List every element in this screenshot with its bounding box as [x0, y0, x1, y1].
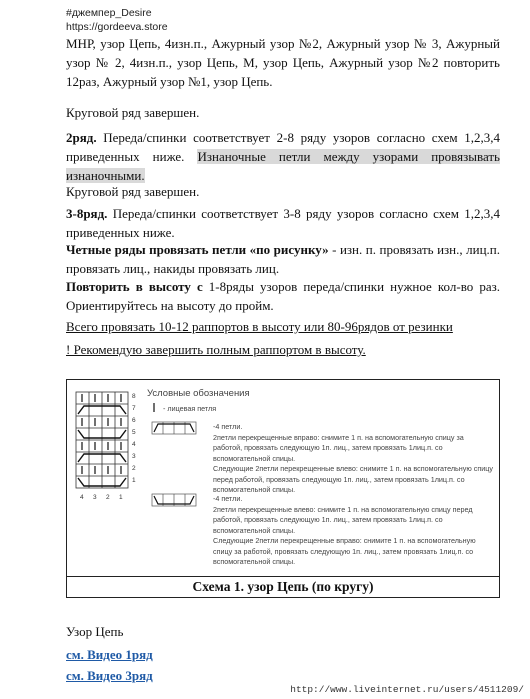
scheme-caption: Схема 1. узор Цепь (по кругу)	[66, 576, 500, 598]
paragraph-row-complete-2: Круговой ряд завершен.	[66, 184, 200, 199]
col-number-3: 3	[93, 494, 97, 501]
even-rows-text: - изн. п. провязать изн., лиц.п. провязать лиц., накиды провязать лиц.	[66, 242, 500, 276]
row-number-5: 5	[132, 429, 136, 436]
site-url[interactable]: https://gordeeva.store	[66, 21, 168, 33]
repeat-text: 1-8ряды узоров переда/спинки нужное кол-во раз. Ориентируйтесь на высоту до пройм.	[66, 279, 500, 313]
row-2-text: Переда/спинки соответствует 2-8 ряду узоров согласно схем 1,2,3,4 приведенных ниже.	[66, 130, 500, 164]
row-2-label: 2ряд.	[66, 130, 97, 145]
paragraph-sequence: МНР, узор Цепь, 4изн.п., Ажурный узор №2, Ажурный узор № 3, Ажурный узор № 2, 4изн.п., узор Цепь, М, узор Цепь, Ажурный узор №2 повторить 12раз, Ажурный узор №1, узор Цепь.	[66, 36, 500, 89]
legend-knit-label: - лицевая петля	[163, 404, 217, 413]
row-number-7: 7	[132, 405, 136, 412]
row-number-2: 2	[132, 465, 136, 472]
row-number-3: 3	[132, 453, 136, 460]
pattern-name: Узор Цепь	[66, 624, 124, 639]
row-number-6: 6	[132, 417, 136, 424]
rows-3-8-label: 3-8ряд.	[66, 206, 108, 221]
row-number-8: 8	[132, 393, 136, 400]
row-number-1: 1	[132, 477, 136, 484]
col-number-4: 4	[80, 494, 84, 501]
paragraph-recommend: ! Рекомендую завершить полным раппортом в высоту.	[66, 342, 366, 357]
video-link-2[interactable]: см. Видео 3ряд	[66, 668, 153, 683]
repeat-label: Повторить в высоту с	[66, 279, 203, 294]
col-number-2: 2	[106, 494, 110, 501]
video-link-1[interactable]: см. Видео 1ряд	[66, 647, 153, 662]
legend-cross-left: -4 петли. 2петли перекрещенные влево: снимите 1 п. на вспомогательную спицу перед работой, провязать следующую 1п. лиц., затем провязать 1лиц.п. со вспомогательной спицы. Следующие 2петли перекрещенные вправо: снимите 1 п. на вспомогательную спицу за работой, провязать следующую 1п. лиц., затем провязать 1лиц.п. со вспомогательной спицы.	[213, 494, 476, 566]
hashtag: #джемпер_Desire	[66, 7, 152, 19]
row-2-highlight: Изнаночные петли между узорами провязывать изнаночными.	[66, 149, 500, 183]
legend-cross-right: -4 петли. 2петли перекрещенные вправо: снимите 1 п. на вспомогательную спицу за работой, провязать следующую 1п. лиц., затем провязать 1лиц.п. со вспомогательной спицы. Следующие 2петли перекрещенные влево: снимите 1 п. на вспомогательную спицу перед работой, провязать следующую 1п. лиц., затем провязать 1лиц.п. со вспомогательной спицы.	[213, 422, 493, 494]
legend-title: Условные обозначения	[147, 388, 250, 399]
even-rows-label: Четные ряды провязать петли «по рисунку»	[66, 242, 329, 257]
row-number-4: 4	[132, 441, 136, 448]
footer-url: http://www.liveinternet.ru/users/4511209/	[290, 684, 524, 695]
col-number-1: 1	[119, 494, 123, 501]
paragraph-total: Всего провязать 10-12 раппортов в высоту или 80-96рядов от резинки	[66, 319, 453, 334]
paragraph-row-complete-1: Круговой ряд завершен.	[66, 105, 200, 120]
rows-3-8-text: Переда/спинки соответствует 3-8 ряду узоров согласно схем 1,2,3,4 приведенных ниже.	[66, 206, 500, 240]
